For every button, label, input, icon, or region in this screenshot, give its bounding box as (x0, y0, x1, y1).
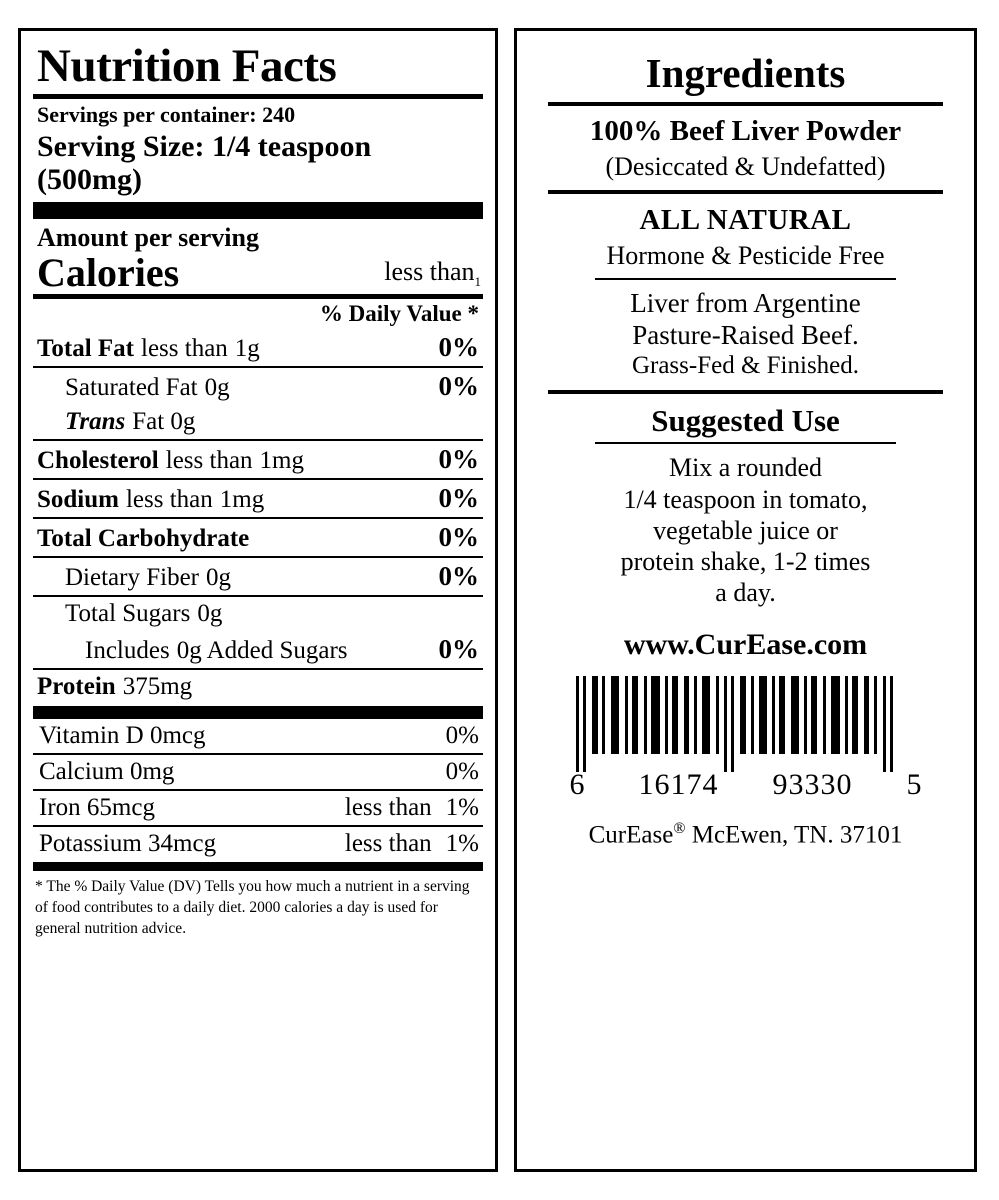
micronutrient-dv: 0% (445, 722, 479, 749)
nutrient-amount: 0g (204, 374, 230, 401)
nutrient-dv: 0% (438, 483, 479, 513)
company-address: McEwen, TN. 37101 (685, 821, 903, 849)
barcode-group-2: 93330 (772, 768, 853, 802)
brand-name: CurEase (588, 821, 674, 849)
micronutrient-name: Vitamin D 0mcg (39, 722, 206, 749)
nutrient-dv: 0% (438, 332, 479, 362)
barcode-numbers (570, 768, 922, 802)
nutrient-name: Trans (65, 408, 126, 435)
hormone-free-label: Hormone & Pesticide Free (606, 241, 885, 270)
table-row (33, 329, 483, 366)
table-row (33, 825, 483, 861)
divider-thick (33, 862, 483, 871)
table-row (33, 668, 483, 704)
nutrient-name: Total Carbohydrate (37, 525, 250, 552)
ingredients-panel (514, 28, 977, 1172)
company-footer (589, 802, 903, 849)
nutrient-dv: 0% (438, 371, 479, 401)
use-line-4: protein shake, 1-2 times (620, 546, 871, 576)
nutrient-name: Dietary Fiber (65, 564, 199, 591)
barcode-right-digit: 5 (906, 768, 922, 802)
nutrient-qualifier: less than (141, 335, 228, 362)
micronutrient-name: Potassium 34mcg (39, 830, 217, 857)
nutrient-amount: 1mg (259, 447, 304, 474)
serving-size: Serving Size: 1/4 teaspoon (500mg) (37, 130, 372, 196)
ingredient-sub: (Desiccated & Undefatted) (605, 152, 886, 181)
nutrient-amount: Fat 0g (132, 408, 196, 435)
ingredient-main: 100% Beef Liver Powder (589, 115, 902, 147)
website-link[interactable]: www.CurEase.com (623, 628, 868, 662)
use-line-2: 1/4 teaspoon in tomato, (623, 484, 868, 514)
nutrient-amount: 0g Added Sugars (176, 637, 348, 664)
registered-mark: ® (673, 820, 686, 838)
source-line-3: Grass-Fed & Finished. (631, 352, 860, 380)
nutrition-facts-panel (18, 28, 498, 1172)
barcode (570, 676, 922, 802)
use-line-5: a day. (715, 578, 776, 608)
nutrient-dv: 0% (438, 561, 479, 591)
barcode-left-digit: 6 (569, 768, 585, 802)
divider-thick (33, 706, 483, 719)
table-row (33, 439, 483, 478)
micronutrient-name: Calcium 0mg (39, 758, 175, 785)
suggested-use-title: Suggested Use (651, 403, 840, 439)
nutrient-dv: 0% (438, 634, 479, 664)
source-description (630, 280, 860, 382)
table-row (33, 753, 483, 789)
nutrient-name: Includes (85, 637, 170, 664)
suggested-use-body (621, 444, 871, 612)
nutrient-name: Total Sugars (65, 600, 191, 627)
amount-per-serving-label: Amount per serving (37, 223, 259, 252)
nutrient-amount: 1g (234, 335, 260, 362)
table-row (33, 517, 483, 556)
nutrition-facts-title: Nutrition Facts (37, 40, 337, 92)
barcode-group-1: 16174 (638, 768, 719, 802)
nutrient-name: Protein (37, 673, 116, 700)
micronutrient-qualifier: less than (344, 794, 432, 821)
micronutrient-name: Iron 65mcg (39, 794, 155, 821)
table-row (33, 719, 483, 753)
source-line-1: Liver from Argentine (630, 288, 861, 318)
nutrient-amount: 0g (205, 564, 231, 591)
calories-label: Calories (37, 250, 180, 295)
servings-per-container: Servings per container: 240 (37, 102, 296, 127)
calories-sub: 1 (474, 274, 481, 289)
nutrient-name: Cholesterol (37, 447, 159, 474)
nutrient-amount: 375mg (122, 673, 193, 700)
table-row (33, 595, 483, 631)
all-natural-label: ALL NATURAL (639, 204, 852, 236)
daily-value-header: % Daily Value * (319, 301, 479, 326)
table-row (33, 556, 483, 595)
table-row (33, 631, 483, 668)
use-line-1: Mix a rounded (668, 453, 823, 483)
micronutrient-dv: 1% (445, 830, 479, 857)
daily-value-footnote: * The % Daily Value (DV) Tells you how much a nutrient in a serving of food contributes to a daily diet. 2000 calories a day is used for general nutrition advice. (35, 878, 470, 937)
table-row (33, 478, 483, 517)
nutrient-name: Total Fat (37, 335, 134, 362)
micronutrient-dv: 1% (445, 794, 479, 821)
nutrient-name: Sodium (37, 486, 119, 513)
table-row (33, 405, 483, 439)
nutrient-dv: 0% (438, 444, 479, 474)
barcode-icon (570, 676, 922, 772)
micronutrient-qualifier: less than (344, 830, 432, 857)
nutrient-qualifier: less than (125, 486, 213, 513)
micronutrient-dv: 0% (445, 758, 479, 785)
table-row (33, 789, 483, 825)
nutrient-dv: 0% (438, 522, 479, 552)
table-row (33, 366, 483, 405)
nutrient-name: Saturated Fat (65, 374, 198, 401)
nutrient-amount: 1mg (219, 486, 265, 513)
use-line-3: vegetable juice or (653, 515, 838, 545)
calories-qualifier: less than (384, 256, 475, 286)
calories-row (33, 250, 483, 295)
nutrient-qualifier: less than (165, 447, 253, 474)
divider-thick (33, 202, 483, 219)
source-line-2: Pasture-Raised Beef. (632, 319, 859, 350)
nutrient-amount: 0g (197, 600, 223, 627)
ingredients-title: Ingredients (645, 50, 846, 96)
calories-value (384, 257, 481, 293)
